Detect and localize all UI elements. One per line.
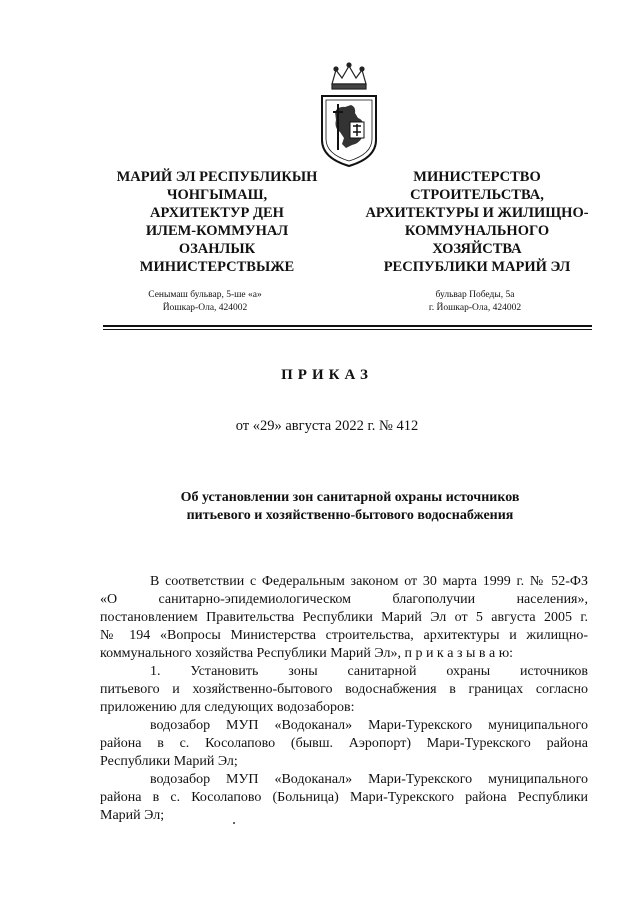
body-line: № 194 «Вопросы Министерства строительства, архитектуры и жилищно- bbox=[100, 628, 588, 643]
body-line: Республики Марий Эл; bbox=[100, 754, 238, 769]
header-right-line: МИНИСТЕРСТВО bbox=[413, 169, 541, 185]
header-left-line: ИЛЕМ-КОММУНАЛ bbox=[145, 223, 289, 239]
ministry-name-russian bbox=[352, 168, 602, 276]
header-left-line: МИНИСТЕРСТВЫЖЕ bbox=[139, 259, 295, 275]
ministry-name-mari bbox=[92, 168, 342, 276]
address-right-line: бульвар Победы, 5а bbox=[435, 290, 515, 300]
order-title: ПРИКАЗ bbox=[281, 367, 373, 383]
body-line: В соответствии с Федеральным законом от 30 марта 1999 г. № 52-ФЗ bbox=[150, 574, 588, 589]
order-body bbox=[100, 573, 588, 825]
coat-of-arms-emblem bbox=[318, 62, 380, 170]
body-line: водозабор МУП «Водоканал» Мари-Турекского муниципального bbox=[150, 772, 588, 787]
address-mari bbox=[80, 289, 330, 315]
order-date-number: от «29» августа 2022 г. № 412 bbox=[235, 418, 419, 434]
body-line: Марий Эл; bbox=[100, 808, 165, 823]
subject-line: Об установлении зон санитарной охраны источников bbox=[180, 490, 520, 505]
header-right-line: АРХИТЕКТУРЫ И ЖИЛИЩНО- bbox=[365, 205, 589, 221]
header-right-line: РЕСПУБЛИКИ МАРИЙ ЭЛ bbox=[383, 259, 571, 275]
body-line: водозабор МУП «Водоканал» Мари-Турекского муниципального bbox=[150, 718, 588, 733]
address-russian bbox=[350, 289, 600, 315]
address-left-line: Йошкар-Ола, 424002 bbox=[162, 303, 248, 313]
body-line: коммунального хозяйства Республики Марий Эл», п р и к а з ы в а ю: bbox=[100, 646, 514, 661]
body-line: 1. Установить зоны санитарной охраны источников bbox=[150, 664, 588, 679]
header-right-line: КОММУНАЛЬНОГО bbox=[404, 223, 550, 239]
body-line: района в с. Косолапово (бывш. Аэропорт) Мари-Турекского района bbox=[100, 736, 588, 751]
body-line: приложению для следующих водозаборов: bbox=[100, 700, 355, 715]
address-left-line: Сенымаш бульвар, 5-ше «а» bbox=[148, 290, 262, 300]
header-left-line: ОЗАНЛЫК bbox=[178, 241, 256, 257]
body-line: питьевого и хозяйственно-бытового водоснабжения в границах согласно bbox=[100, 682, 588, 697]
order-subject bbox=[140, 489, 560, 525]
body-line: постановлением Правительства Республики Марий Эл от 5 августа 2005 г. bbox=[100, 610, 588, 625]
header-left-line: ЧОНГЫМАШ, bbox=[166, 187, 268, 203]
body-line: района в с. Косолапово (Больница) Мари-Турекского района Республики bbox=[100, 790, 588, 805]
subject-line: питьевого и хозяйственно-бытового водоснабжения bbox=[186, 508, 514, 523]
header-right-line: ХОЗЯЙСТВА bbox=[432, 241, 522, 257]
address-right-line: г. Йошкар-Ола, 424002 bbox=[428, 303, 522, 313]
header-divider-thin bbox=[103, 329, 592, 330]
scan-speck bbox=[233, 822, 235, 824]
header-divider-thick bbox=[103, 325, 592, 327]
header-left-line: МАРИЙ ЭЛ РЕСПУБЛИКЫН bbox=[116, 169, 318, 185]
body-line: «О санитарно-эпидемиологическом благополучии населения», bbox=[100, 592, 588, 607]
header-left-line: АРХИТЕКТУР ДЕН bbox=[150, 205, 284, 221]
header-right-line: СТРОИТЕЛЬСТВА, bbox=[410, 187, 544, 203]
